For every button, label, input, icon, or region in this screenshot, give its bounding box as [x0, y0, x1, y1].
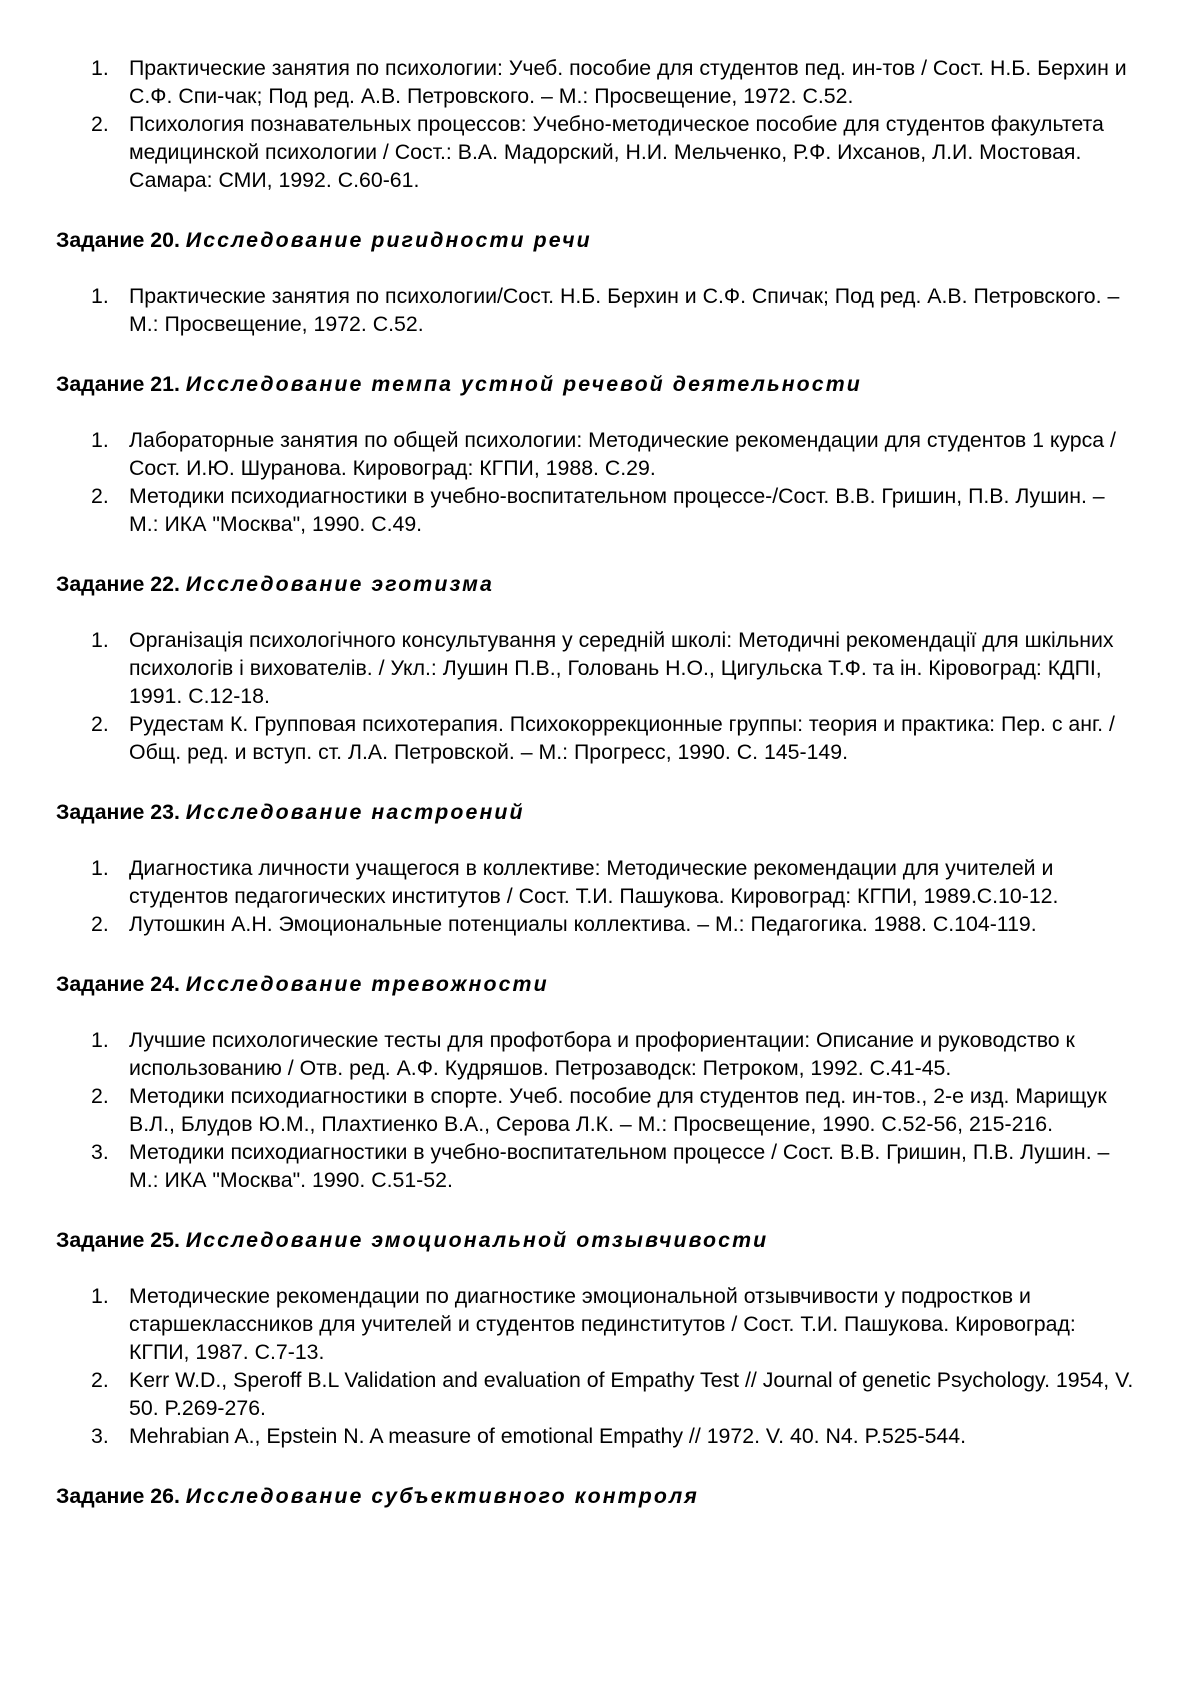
- task-title: Исследование эготизма: [185, 572, 494, 596]
- task-title: Исследование темпа устной речевой деятельности: [185, 372, 862, 396]
- reference-item: [56, 710, 1140, 766]
- task-label: Задание 21.: [56, 372, 180, 396]
- task-heading: [56, 226, 1140, 254]
- reference-item: [56, 1282, 1140, 1366]
- task-heading: [56, 370, 1140, 398]
- reference-item: [56, 1082, 1140, 1138]
- reference-list: [56, 1282, 1140, 1450]
- task-title: Исследование субъективного контроля: [185, 1484, 699, 1508]
- reference-number: 2.: [91, 1368, 109, 1392]
- reference-text: Лутошкин А.Н. Эмоциональные потенциалы коллектива. – М.: Педагогика. 1988. С.104-119.: [129, 912, 1037, 936]
- reference-item: [56, 426, 1140, 482]
- reference-text: Практические занятия по психологии: Учеб. пособие для студентов пед. ин-тов / Сост. Н.Б. Берхин и С.Ф. Спи-чак; Под ред. А.В. Петровского. – М.: Просвещение, 1972. С.52.: [129, 56, 1127, 108]
- reference-number: 2.: [91, 1084, 109, 1108]
- task-title: Исследование настроений: [185, 800, 525, 824]
- reference-text: Методики психодиагностики в спорте. Учеб. пособие для студентов пед. ин-тов., 2-е изд. Марищук В.Л., Блудов Ю.М., Плахтиенко В.А., Серова Л.К. – М.: Просвещение, 1990. С.52-56, 215-216.: [129, 1084, 1107, 1136]
- reference-text: Kerr W.D., Speroff B.L Validation and evaluation of Empathy Test // Journal of genetic Psychology. 1954, V. 50. P.269-276.: [129, 1368, 1134, 1420]
- reference-number: 1.: [91, 56, 109, 80]
- reference-number: 3.: [91, 1140, 109, 1164]
- reference-text: Методики психодиагностики в учебно-воспитательном процессе-/Сост. В.В. Гришин, П.В. Лушин. – М.: ИКА "Москва", 1990. С.49.: [129, 484, 1105, 536]
- reference-text: Mehrabian A., Epstein N. A measure of emotional Empathy // 1972. V. 40. N4. P.525-544.: [129, 1424, 967, 1448]
- reference-number: 3.: [91, 1424, 109, 1448]
- reference-list: [56, 854, 1140, 938]
- reference-text: Рудестам К. Групповая психотерапия. Психокоррекционные группы: теория и практика: Пер. с анг. / Общ. ред. и вступ. ст. Л.А. Петровской. – М.: Прогресс, 1990. С. 145-149.: [129, 712, 1115, 764]
- reference-item: [56, 1422, 1140, 1450]
- task-title: Исследование ригидности речи: [185, 228, 592, 252]
- task-label: Задание 23.: [56, 800, 180, 824]
- reference-number: 1.: [91, 284, 109, 308]
- reference-text: Диагностика личности учащегося в коллективе: Методические рекомендации для учителей и студентов педагогических институтов / Сост. Т.И. Пашукова. Кировоград: КГПИ, 1989.С.10-12.: [129, 856, 1059, 908]
- reference-text: Лучшие психологические тесты для профотбора и профориентации: Описание и руководство к использованию / Отв. ред. А.Ф. Кудряшов. Петрозаводск: Петроком, 1992. С.41-45.: [129, 1028, 1075, 1080]
- task-label: Задание 26.: [56, 1484, 180, 1508]
- reference-item: [56, 910, 1140, 938]
- reference-text: Організація психологічного консультування у середній школі: Методичні рекомендації для шкільних психологів і вихователів. / Укл.: Лушин П.В., Головань Н.О., Цигульска Т.Ф. та ін. Кіровоград: КДПІ, 1991. С.12-18.: [129, 628, 1114, 708]
- reference-number: 1.: [91, 1028, 109, 1052]
- reference-item: [56, 282, 1140, 338]
- reference-text: Методики психодиагностики в учебно-воспитательном процессе / Сост. В.В. Гришин, П.В. Лушин. – М.: ИКА "Москва". 1990. С.51-52.: [129, 1140, 1110, 1192]
- reference-item: [56, 626, 1140, 710]
- reference-number: 2.: [91, 484, 109, 508]
- reference-text: Психология познавательных процессов: Учебно-методическое пособие для студентов факультета медицинской психологии / Сост.: В.А. Мадорский, Н.И. Мельченко, Р.Ф. Ихсанов, Л.И. Мостовая. Самара: СМИ, 1992. С.60-61.: [129, 112, 1104, 192]
- reference-number: 2.: [91, 712, 109, 736]
- reference-item: [56, 482, 1140, 538]
- reference-list: [56, 54, 1140, 194]
- reference-number: 1.: [91, 428, 109, 452]
- task-label: Задание 22.: [56, 572, 180, 596]
- reference-number: 2.: [91, 112, 109, 136]
- task-heading: [56, 970, 1140, 998]
- reference-list: [56, 1026, 1140, 1194]
- reference-list: [56, 282, 1140, 338]
- reference-number: 2.: [91, 912, 109, 936]
- reference-number: 1.: [91, 628, 109, 652]
- task-heading: [56, 1226, 1140, 1254]
- task-heading: [56, 798, 1140, 826]
- task-heading: [56, 1482, 1140, 1510]
- reference-text: Методические рекомендации по диагностике эмоциональной отзывчивости у подростков и старшеклассников для учителей и студентов пединститутов / Сост. Т.И. Пашукова. Кировоград: КГПИ, 1987. С.7-13.: [129, 1284, 1076, 1364]
- task-label: Задание 20.: [56, 228, 180, 252]
- task-label: Задание 25.: [56, 1228, 180, 1252]
- reference-list: [56, 426, 1140, 538]
- task-title: Исследование эмоциональной отзывчивости: [185, 1228, 769, 1252]
- task-title: Исследование тревожности: [185, 972, 549, 996]
- reference-list: [56, 626, 1140, 766]
- reference-item: [56, 1026, 1140, 1082]
- reference-text: Лабораторные занятия по общей психологии: Методические рекомендации для студентов 1 курса / Сост. И.Ю. Шуранова. Кировоград: КГПИ, 1988. С.29.: [129, 428, 1116, 480]
- task-heading: [56, 570, 1140, 598]
- reference-number: 1.: [91, 1284, 109, 1308]
- task-label: Задание 24.: [56, 972, 180, 996]
- reference-item: [56, 854, 1140, 910]
- reference-item: [56, 1366, 1140, 1422]
- reference-number: 1.: [91, 856, 109, 880]
- reference-item: [56, 110, 1140, 194]
- reference-item: [56, 1138, 1140, 1194]
- reference-item: [56, 54, 1140, 110]
- reference-text: Практические занятия по психологии/Сост. Н.Б. Берхин и С.Ф. Спичак; Под ред. А.В. Петровского. – М.: Просвещение, 1972. С.52.: [129, 284, 1120, 336]
